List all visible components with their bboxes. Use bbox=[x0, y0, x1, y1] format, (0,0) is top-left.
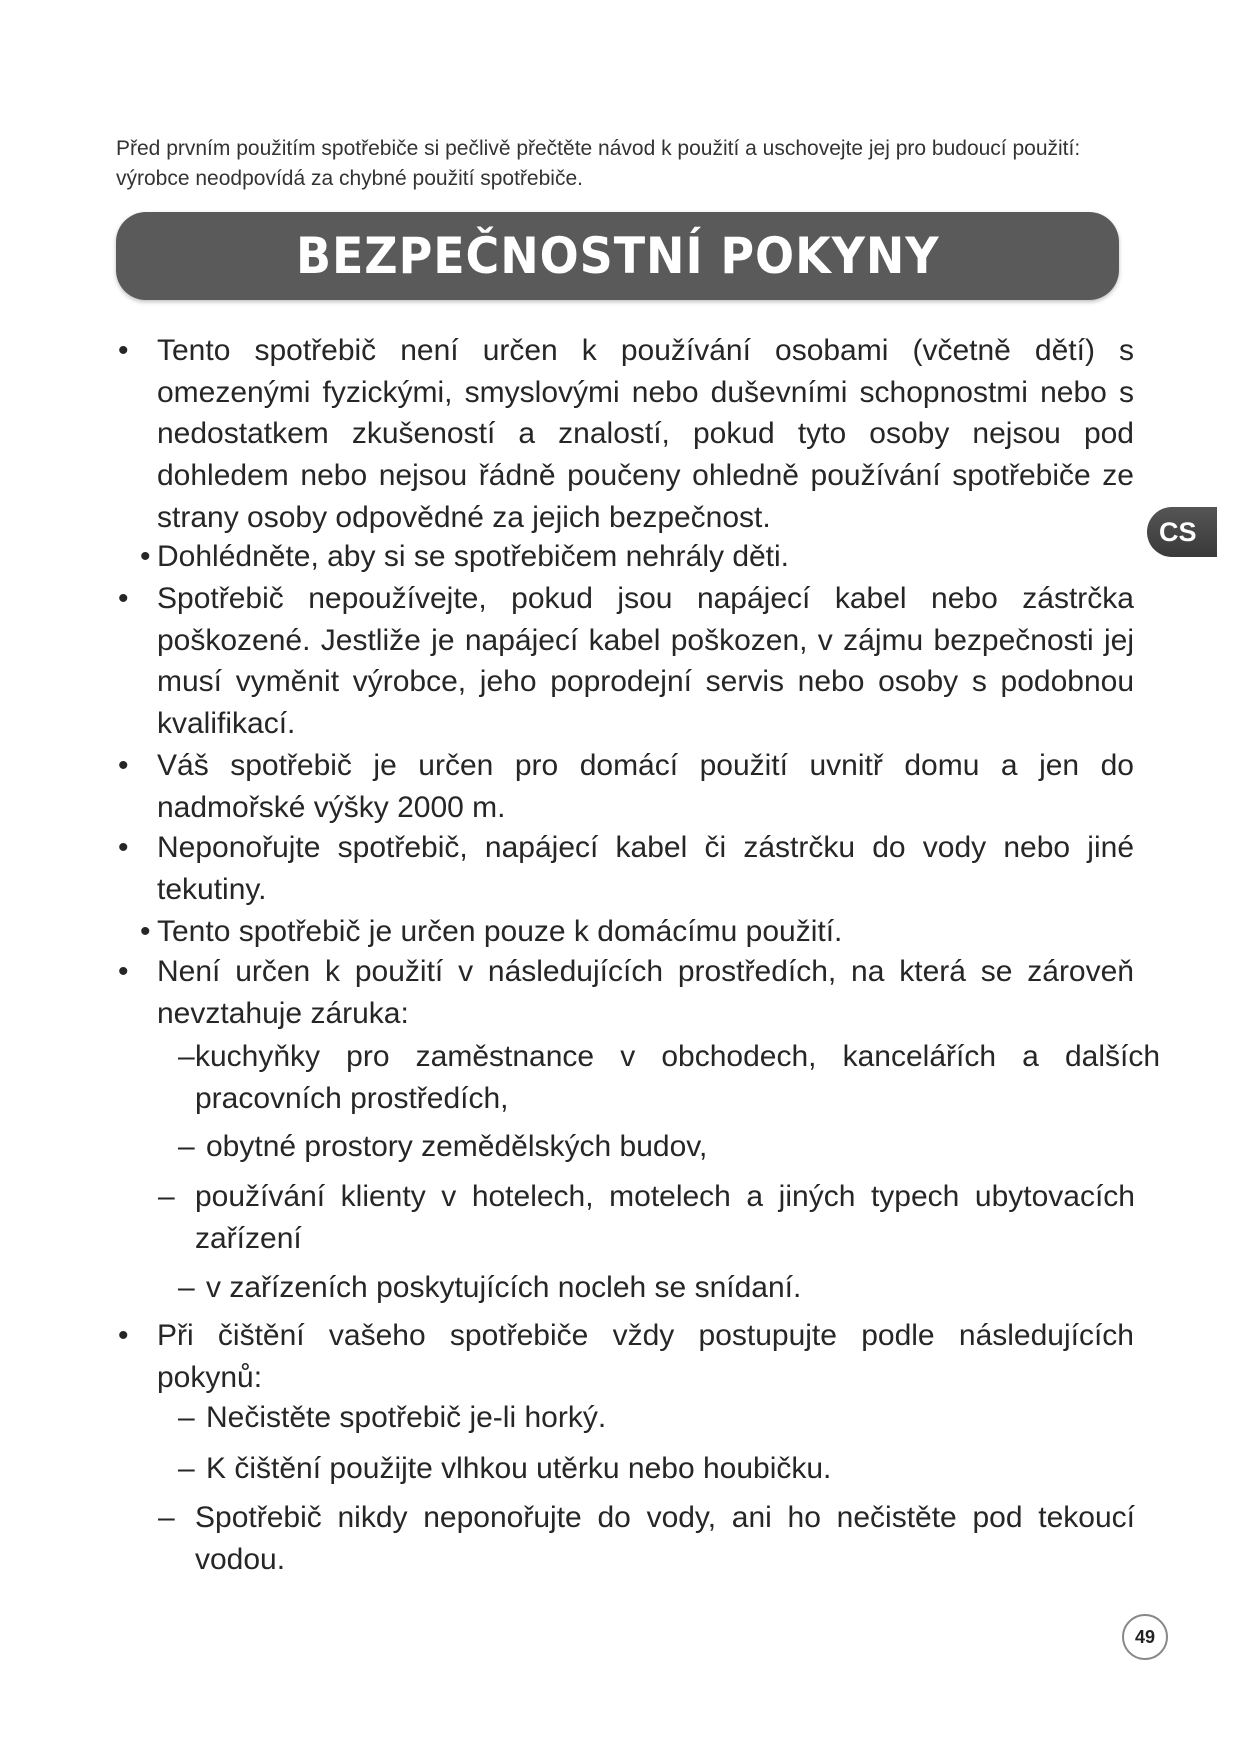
safety-item: Není určen k použití v následujících prostředích, na která se zároveň nevztahuje záruka: bbox=[157, 955, 1134, 1030]
dash-icon: – bbox=[178, 1130, 195, 1163]
section-title-banner bbox=[116, 212, 1119, 300]
dash-icon: – bbox=[178, 1452, 195, 1485]
bullet-icon: • bbox=[118, 831, 129, 864]
safety-item: Neponořujte spotřebič, napájecí kabel či zástrčku do vody nebo jiné tekutiny. bbox=[157, 831, 1134, 906]
cleaning-item: Nečistěte spotřebič je-li horký. bbox=[206, 1401, 607, 1434]
bullet-icon: • bbox=[118, 749, 129, 782]
bullet-icon: • bbox=[140, 915, 151, 948]
page-number: 49 bbox=[1122, 1614, 1168, 1660]
bullet-icon: • bbox=[118, 334, 129, 367]
environment-item: používání klienty v hotelech, motelech a jiných typech ubytovacích zařízení bbox=[195, 1180, 1135, 1255]
bullet-icon: • bbox=[118, 1319, 129, 1352]
environment-item: v zařízeních poskytujících nocleh se snídaní. bbox=[206, 1271, 802, 1304]
cleaning-item: Spotřebič nikdy neponořujte do vody, ani ho nečistěte pod tekoucí vodou. bbox=[195, 1501, 1135, 1576]
safety-item: Dohlédněte, aby si se spotřebičem nehrály děti. bbox=[157, 540, 790, 573]
environment-item: kuchyňky pro zaměstnance v obchodech, kancelářích a dalších pracovních prostředích, bbox=[195, 1040, 1160, 1115]
bullet-icon: • bbox=[118, 582, 129, 615]
safety-item: Při čištění vašeho spotřebiče vždy postupujte podle následujících pokynů: bbox=[157, 1319, 1134, 1394]
bullet-icon: • bbox=[118, 955, 129, 988]
safety-item: Váš spotřebič je určen pro domácí použití uvnitř domu a jen do nadmořské výšky 2000 m. bbox=[157, 749, 1134, 824]
safety-item: Spotřebič nepoužívejte, pokud jsou napájecí kabel nebo zástrčka poškozené. Jestliže je napájecí kabel poškozen, v zájmu bezpečnosti jej musí vyměnit výrobce, jeho poprodejní servis nebo osoby s podobnou kvalifikací. bbox=[157, 582, 1134, 741]
dash-icon: – bbox=[178, 1271, 195, 1304]
dash-icon: – bbox=[178, 1401, 195, 1434]
environment-item: obytné prostory zemědělských budov, bbox=[206, 1130, 708, 1163]
dash-icon: – bbox=[158, 1180, 175, 1213]
dash-icon: – bbox=[158, 1501, 175, 1534]
language-badge: CS bbox=[1147, 507, 1217, 557]
intro-text: Před prvním použitím spotřebiče si pečlivě přečtěte návod k použití a uschovejte jej pro budoucí použití: výrobce neodpovídá za chybné použití spotřebiče. bbox=[116, 137, 1081, 190]
bullet-icon: • bbox=[140, 540, 151, 573]
cleaning-item: K čištění použijte vlhkou utěrku nebo houbičku. bbox=[206, 1452, 832, 1485]
dash-icon: – bbox=[178, 1040, 195, 1073]
safety-item: Tento spotřebič je určen pouze k domácímu použití. bbox=[157, 915, 843, 948]
section-title: BEZPEČNOSTNÍ POKYNY bbox=[295, 227, 940, 285]
safety-item: Tento spotřebič není určen k používání osobami (včetně dětí) s omezenými fyzickými, smyslovými nebo duševními schopnostmi nebo s nedostatkem zkušeností a znalostí, pokud tyto osoby nejsou pod dohledem nebo nejsou řádně poučeny ohledně používání spotřebiče ze strany osoby odpovědné za jejich bezpečnost. bbox=[157, 334, 1134, 534]
